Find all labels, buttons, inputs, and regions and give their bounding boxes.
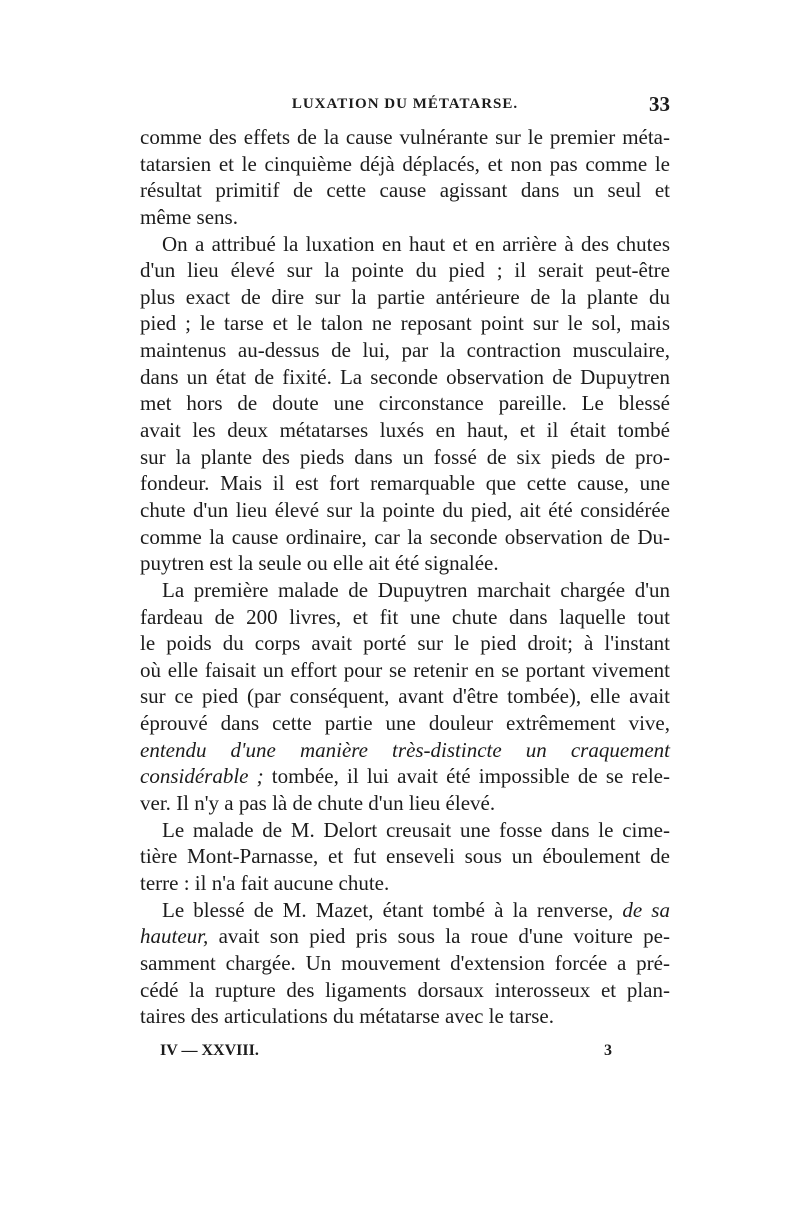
text-line: où elle faisait un effort pour se retenir en se portant vivement bbox=[140, 657, 670, 682]
text-line: avait les deux métatarses luxés en haut, et il était tombé bbox=[140, 418, 670, 443]
text-line: On a attribué la luxation en haut et en arrière à des chutes bbox=[162, 231, 670, 256]
text-line: Le blessé de M. Mazet, étant tombé à la renverse, de sa bbox=[162, 897, 670, 922]
text-line: éprouvé dans cette partie une douleur extrêmement vive, bbox=[140, 711, 670, 736]
text-line: pied ; le tarse et le talon ne reposant point sur le sol, mais bbox=[140, 311, 670, 336]
text-line: plus exact de dire sur la partie antérieure de la plante du bbox=[140, 284, 670, 309]
sheet-number: 3 bbox=[604, 1042, 612, 1059]
text-line: comme la cause ordinaire, car la seconde observation de Du- bbox=[140, 524, 670, 549]
running-title: LUXATION DU MÉTATARSE. bbox=[291, 96, 519, 112]
text-line: dans un état de fixité. La seconde observation de Dupuytren bbox=[140, 364, 670, 389]
text-line: cédé la rupture des ligaments dorsaux interosseux et plan- bbox=[140, 977, 670, 1002]
page-number: 33 bbox=[649, 92, 670, 116]
text-line: ver. Il n'y a pas là de chute d'un lieu élevé. bbox=[140, 791, 496, 816]
text-line: même sens. bbox=[140, 204, 238, 229]
signature-mark: IV — XXVIII. bbox=[160, 1042, 259, 1059]
text-line: chute d'un lieu élevé sur la pointe du pied, ait été considérée bbox=[140, 497, 670, 522]
text-line: samment chargée. Un mouvement d'extension forcée a pré- bbox=[140, 950, 670, 975]
text-line: fondeur. Mais il est fort remarquable que cette cause, une bbox=[140, 471, 670, 496]
text-line: puytren est la seule ou elle ait été signalée. bbox=[140, 551, 499, 576]
text-line: sur la plante des pieds dans un fossé de six pieds de pro- bbox=[140, 444, 670, 469]
text-line: La première malade de Dupuytren marchait chargée d'un bbox=[162, 577, 670, 602]
text-line: tière Mont-Parnasse, et fut enseveli sous un éboulement de bbox=[140, 844, 670, 869]
text-line: entendu d'une manière très-distincte un craquement bbox=[140, 737, 670, 762]
text-line: comme des effets de la cause vulnérante sur le premier méta- bbox=[140, 125, 670, 149]
text-line: fardeau de 200 livres, et fit une chute dans laquelle tout bbox=[140, 604, 670, 629]
text-line: résultat primitif de cette cause agissant dans un seul et bbox=[140, 178, 670, 203]
text-line: taires des articulations du métatarse avec le tarse. bbox=[140, 1004, 554, 1029]
text-line: sur ce pied (par conséquent, avant d'être tombée), elle avait bbox=[140, 684, 670, 709]
body-text bbox=[140, 124, 670, 1030]
text-line: Le malade de M. Delort creusait une fosse dans le cime- bbox=[162, 817, 670, 842]
text-line: considérable ; tombée, il lui avait été impossible de se rele- bbox=[140, 764, 670, 789]
text-line: le poids du corps avait porté sur le pied droit; à l'instant bbox=[140, 631, 670, 656]
text-line: d'un lieu élevé sur la pointe du pied ; il serait peut-être bbox=[140, 258, 670, 283]
text-line: tatarsien et le cinquième déjà déplacés, et non pas comme le bbox=[140, 151, 670, 176]
text-line: met hors de doute une circonstance pareille. Le blessé bbox=[140, 391, 670, 416]
running-head bbox=[140, 92, 670, 118]
page-footer bbox=[160, 1042, 612, 1068]
text-line: maintenus au-dessus de lui, par la contraction musculaire, bbox=[140, 338, 670, 363]
text-line: terre : il n'a fait aucune chute. bbox=[140, 870, 390, 895]
text-line: hauteur, avait son pied pris sous la roue d'une voiture pe- bbox=[140, 924, 670, 949]
